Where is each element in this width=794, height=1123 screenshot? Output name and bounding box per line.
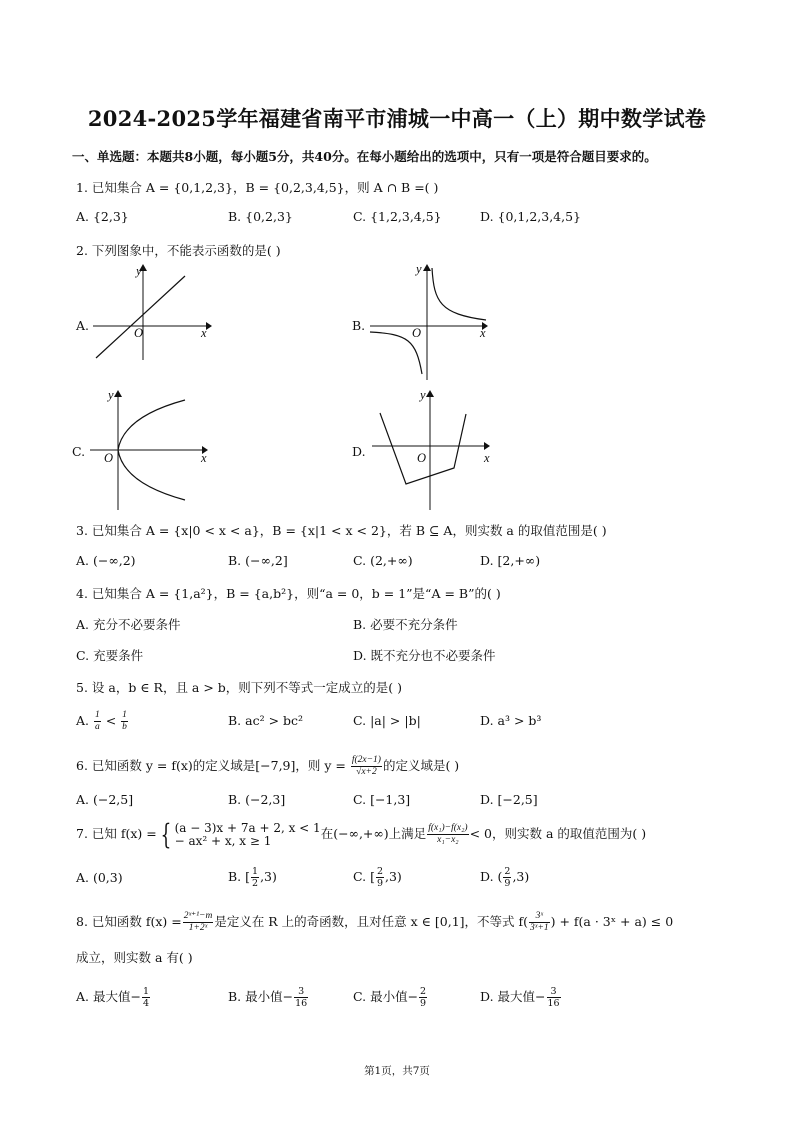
- q2-graph-b: [368, 262, 493, 382]
- q4-option-b: B. 必要不充分条件: [353, 617, 458, 632]
- q6-option-a: A. (−2,5]: [76, 792, 134, 807]
- q2-c-x-label: x: [201, 451, 207, 465]
- q8-option-a: A. 最大值− $\frac{1}{4}$: [76, 986, 149, 1009]
- q2-d-y-label: y: [420, 388, 426, 402]
- q2-graph-a-label: A.: [76, 318, 90, 333]
- section-heading: 一、单选题：本题共8小题，每小题5分，共40分。在每小题给出的选项中，只有一项是符合题目要求的。: [72, 149, 657, 164]
- q2-a-x-label: x: [201, 326, 207, 340]
- q4-option-d: D. 既不充分也不必要条件: [353, 648, 496, 663]
- exam-title: 2024-2025学年福建省南平市浦城一中高一（上）期中数学试卷: [87, 106, 707, 131]
- q5-option-d: D. a³ > b³: [480, 713, 542, 728]
- q8-option-d: D. 最大值− $\frac{3}{16}$: [480, 986, 560, 1009]
- q8-stem-line2: 成立，则实数 a 有( ): [76, 950, 193, 965]
- q4-stem: 4. 已知集合 A = {1,a²}，B = {a,b²}，则“a = 0，b = 1”是“A = B”的( ): [76, 586, 501, 601]
- page-footer: 第1页，共7页: [364, 1065, 430, 1077]
- q1-option-d: D. {0,1,2,3,4,5}: [480, 209, 582, 224]
- q1-option-c: C. {1,2,3,4,5}: [353, 209, 442, 224]
- q3-stem: 3. 已知集合 A = {x|0 < x < a}，B = {x|1 < x < 2}，若 B ⊆ A，则实数 a 的取值范围是( ): [76, 523, 607, 538]
- q6-option-d: D. [−2,5]: [480, 792, 538, 807]
- q1-option-a: A. {2,3}: [76, 209, 129, 224]
- q2-b-y-label: y: [416, 262, 422, 276]
- q3-option-b: B. (−∞,2]: [228, 553, 288, 568]
- q1-option-b: B. {0,2,3}: [228, 209, 293, 224]
- q3-option-a: A. (−∞,2): [76, 553, 136, 568]
- q5-option-a: A. $\frac{1}{a}$ < $\frac{1}{b}$: [76, 710, 127, 732]
- q2-a-y-label: y: [136, 264, 142, 278]
- q2-c-y-label: y: [108, 388, 114, 402]
- q7-option-c: C. [ $\frac{2}{9}$ ,3): [353, 866, 402, 889]
- q2-graph-a: [88, 262, 213, 362]
- q7-stem: 7. 已知 f(x) = { (a − 3)x + 7a + 2, x < 1 − ax² + x, x ≥ 1 在(−∞,+∞)上满足 $\frac{\text{f(x₁)−f(x₂)}}{\text{x₁−x₂}}$ < 0，则实数 a 的取值范围为( ): [76, 818, 647, 851]
- q2-b-origin: O: [412, 326, 422, 340]
- q1-stem: 1. 已知集合 A = {0,1,2,3}，B = {0,2,3,4,5}，则 A ∩ B =( ): [76, 180, 439, 195]
- q7-piecewise: (a − 3)x + 7a + 2, x < 1 − ax² + x, x ≥ 1: [174, 820, 321, 848]
- q2-d-x-label: x: [484, 451, 490, 465]
- q2-b-x-label: x: [480, 326, 486, 340]
- q4-option-c: C. 充要条件: [76, 648, 144, 663]
- q2-graph-c: [88, 388, 213, 512]
- q2-graph-c-label: C.: [72, 444, 86, 459]
- q2-d-origin: O: [417, 451, 427, 465]
- q8-stem: 8. 已知函数 f(x) = $\frac{\text{2ˣ⁺¹−m}}{\text{1+2ˣ}}$ 是定义在 R 上的奇函数，且对任意 x ∈ [0,1]，不等式 f( $\frac{\text{3ˣ}}{\text{3ˣ+1}}$ ) + f(a · 3ˣ + a) ≤ 0: [76, 911, 674, 933]
- q7-option-b: B. [ $\frac{1}{2}$ ,3): [228, 866, 277, 889]
- q4-option-a: A. 充分不必要条件: [76, 617, 181, 632]
- q3-option-c: C. (2,+∞): [353, 553, 413, 568]
- q2-graph-b-label: B.: [352, 318, 366, 333]
- q8-option-c: C. 最小值− $\frac{2}{9}$: [353, 986, 427, 1009]
- q7-option-a: A. (0,3): [76, 870, 123, 885]
- q7-option-d: D. ( $\frac{2}{9}$ ,3): [480, 866, 530, 889]
- q2-stem: 2. 下列图象中，不能表示函数的是( ): [76, 243, 281, 258]
- q6-stem: 6. 已知函数 y = f(x)的定义域是[−7,9]，则 y = $\frac{f(2x-1)}{√x+2}$ 的定义域是( ): [76, 755, 460, 777]
- q5-stem: 5. 设 a，b ∈ R，且 a > b，则下列不等式一定成立的是( ): [76, 680, 403, 695]
- q2-graph-d: [370, 388, 495, 512]
- q5-option-b: B. ac² > bc²: [228, 713, 304, 728]
- q6-option-c: C. [−1,3]: [353, 792, 411, 807]
- q2-c-origin: O: [104, 451, 114, 465]
- q2-a-origin: O: [134, 326, 144, 340]
- q3-option-d: D. [2,+∞): [480, 553, 541, 568]
- q5-option-c: C. |a| > |b|: [353, 713, 421, 728]
- q2-graph-d-label: D.: [352, 444, 366, 459]
- q8-option-b: B. 最小值− $\frac{3}{16}$: [228, 986, 308, 1009]
- q6-option-b: B. (−2,3]: [228, 792, 286, 807]
